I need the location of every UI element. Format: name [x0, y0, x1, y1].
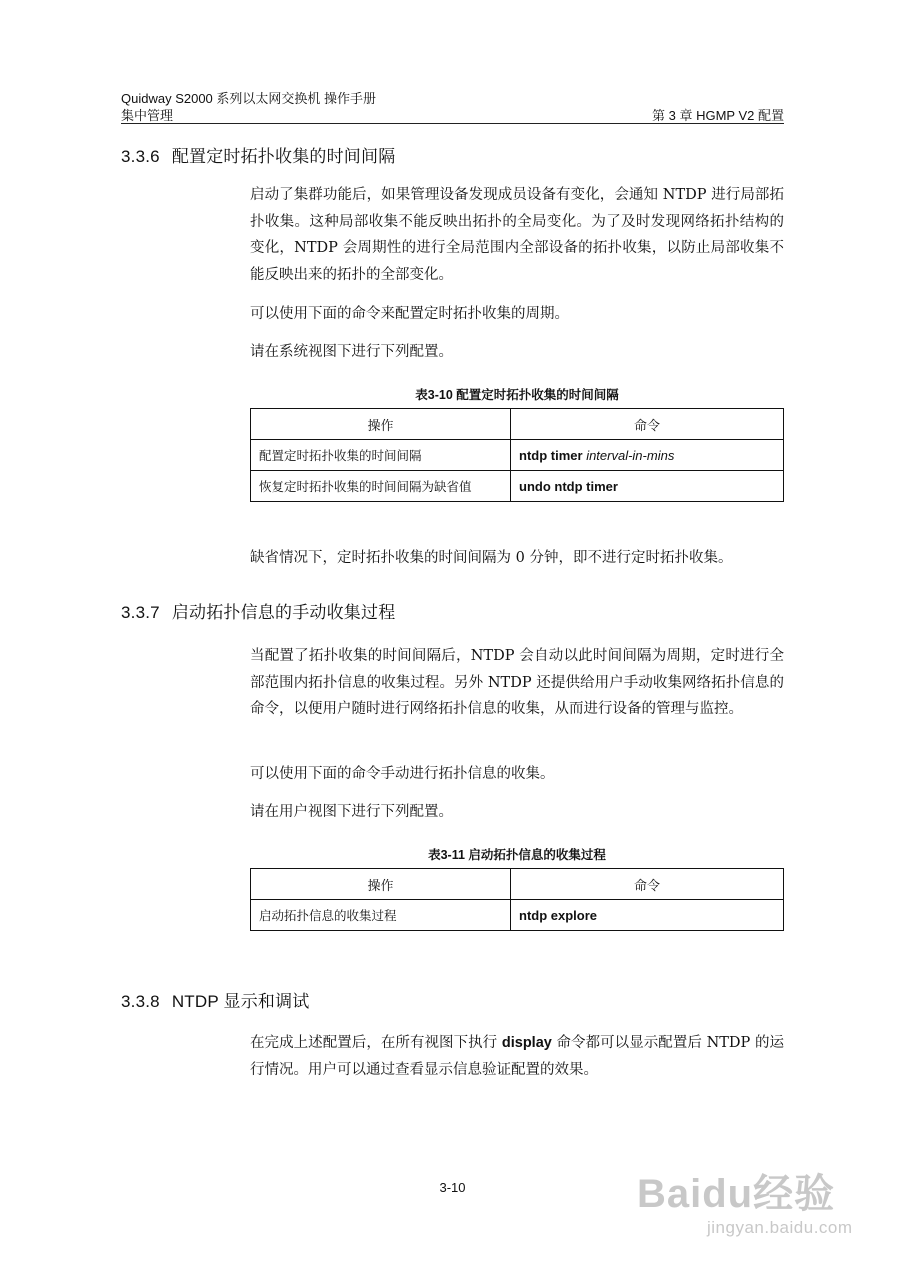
command-argument: interval-in-mins: [586, 447, 675, 463]
command-table: [250, 868, 784, 931]
baidu-watermark: [637, 1150, 853, 1250]
section-title: NTDP 显示和调试: [171, 992, 310, 1011]
table-header-row: [251, 409, 784, 440]
section-number: 3.3.8: [121, 992, 160, 1011]
section-title: 启动拓扑信息的手动收集过程: [171, 603, 396, 622]
paragraph-text: 在完成上述配置后，在所有视图下执行: [250, 1035, 502, 1051]
paragraph: 启动了集群功能后，如果管理设备发现成员设备有变化，会通知 NTDP 进行局部拓扑收集。这种局部收集不能反映出拓扑的全局变化。为了及时发现网络拓扑结构的变化，NTDP 会周期性的进行全局范围内全部设备的拓扑收集，以防止局部收集不能反映出来的拓扑的全部变化。: [250, 187, 784, 283]
section-heading-336: [121, 142, 395, 167]
operation-cell: 恢复定时拓扑收集的时间间隔为缺省值: [251, 471, 511, 502]
command-cell: [511, 440, 784, 471]
paragraph: 可以使用下面的命令手动进行拓扑信息的收集。: [250, 766, 555, 782]
manual-title: Quidway S2000 系列以太网交换机 操作手册: [121, 91, 377, 106]
section-heading-337: [121, 598, 395, 623]
paragraph: 请在用户视图下进行下列配置。: [250, 804, 453, 820]
header-rule: [121, 123, 784, 124]
section-name: 集中管理: [121, 109, 174, 124]
table-row: [251, 471, 784, 502]
chapter-label: 第 3 章 HGMP V2 配置: [652, 108, 784, 123]
paragraph: 当配置了拓扑收集的时间间隔后，NTDP 会自动以此时间间隔为周期，定时进行全部范围内拓扑信息的收集过程。另外 NTDP 还提供给用户手动收集网络拓扑信息的命令，以便用户随时进行网络拓扑信息的收集，从而进行设备的管理与监控。: [250, 648, 784, 717]
column-header-operation: 操作: [251, 409, 511, 440]
paragraph: 可以使用下面的命令来配置定时拓扑收集的周期。: [250, 306, 569, 322]
operation-cell: 配置定时拓扑收集的时间间隔: [251, 440, 511, 471]
table-header-row: [251, 869, 784, 900]
section-title: 配置定时拓扑收集的时间间隔: [171, 147, 396, 166]
inline-command: display: [501, 1035, 552, 1051]
paragraph: [250, 1030, 784, 1083]
section-heading-338: [121, 987, 310, 1012]
column-header-command: 命令: [511, 869, 784, 900]
command-table: [250, 408, 784, 502]
column-header-operation: 操作: [251, 869, 511, 900]
watermark-logo: Baidu经验: [637, 1172, 836, 1216]
paragraph-text: 命令都可以显示配置后 NTDP 的运行情况。用户可以通过查看显示信息验证配置的效果。: [250, 1035, 784, 1078]
table-caption: 表3-10 配置定时拓扑收集的时间间隔: [415, 388, 619, 402]
command-cell: ntdp explore: [511, 900, 784, 931]
table-caption: 表3-11 启动拓扑信息的收集过程: [428, 848, 606, 862]
section-number: 3.3.6: [121, 147, 160, 166]
table-row: [251, 900, 784, 931]
table-row: [251, 440, 784, 471]
page-number: 3-10: [439, 1180, 466, 1195]
operation-cell: 启动拓扑信息的收集过程: [251, 900, 511, 931]
section-number: 3.3.7: [121, 603, 160, 622]
command-keyword: ntdp timer: [519, 447, 583, 463]
paragraph: 缺省情况下，定时拓扑收集的时间间隔为 0 分钟，即不进行定时拓扑收集。: [250, 550, 733, 566]
column-header-command: 命令: [511, 409, 784, 440]
paragraph: 请在系统视图下进行下列配置。: [250, 344, 453, 360]
watermark-url: jingyan.baidu.com: [707, 1218, 853, 1237]
command-cell: undo ntdp timer: [511, 471, 784, 502]
